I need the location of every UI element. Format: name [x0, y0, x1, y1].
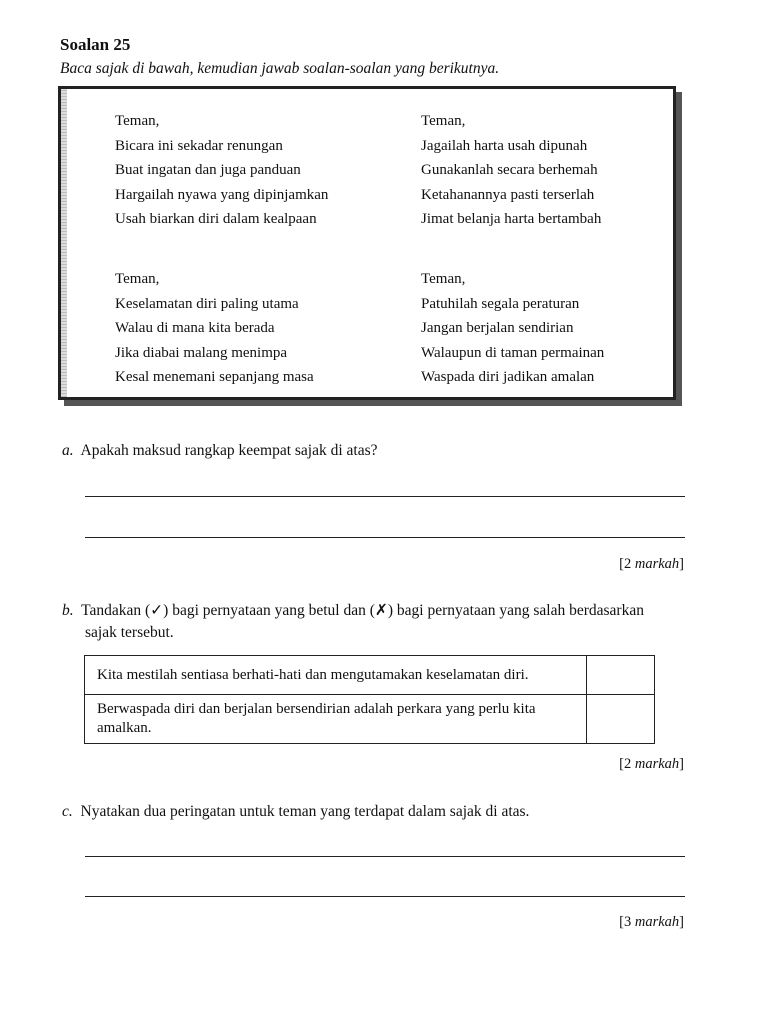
- poem-line: Ketahanannya pasti terserlah: [421, 186, 595, 203]
- poem-stanza-3: [115, 267, 314, 390]
- question-b-marks: [619, 756, 684, 773]
- marks-number: [2: [619, 756, 635, 772]
- poem-line: Usah biarkan diri dalam kealpaan: [115, 211, 317, 227]
- table-row: [85, 695, 655, 744]
- marks-close: ]: [679, 914, 684, 930]
- poem-stanza-4: [421, 267, 604, 390]
- marks-number: [2: [619, 556, 635, 572]
- poem-line: Gunakanlah secara berhemah: [421, 162, 598, 178]
- page-title: Soalan 25: [60, 35, 131, 54]
- answer-line-a-1[interactable]: [85, 496, 685, 497]
- poem-line: Teman,: [421, 271, 466, 287]
- statement-table: [84, 655, 655, 744]
- question-c-text: Nyatakan dua peringatan untuk teman yang terdapat dalam sajak di atas.: [80, 803, 530, 820]
- table-row: [85, 656, 655, 695]
- question-a-text: Apakah maksud rangkap keempat sajak di atas?: [80, 442, 378, 459]
- answer-line-a-2[interactable]: [85, 537, 685, 538]
- answer-line-c-2[interactable]: [85, 896, 685, 897]
- statement-cell: Kita mestilah sentiasa berhati-hati dan mengutamakan keselamatan diri.: [85, 656, 587, 695]
- poem-line: Hargailah nyawa yang dipinjamkan: [115, 186, 329, 203]
- question-b-text-line-2: sajak tersebut.: [85, 624, 174, 641]
- poem-line: Kesal menemani sepanjang masa: [115, 369, 314, 385]
- marks-number: [3: [619, 914, 635, 930]
- question-a: [62, 442, 378, 460]
- poem-line: Jangan berjalan sendirian: [421, 320, 574, 336]
- question-c-label: c.: [62, 803, 73, 820]
- poem-stanza-1: [115, 109, 328, 232]
- poem-line: Bicara ini sekadar renungan: [115, 137, 283, 154]
- question-a-label: a.: [62, 442, 74, 459]
- poem-line: Teman,: [115, 113, 160, 129]
- poem-line: Keselamatan diri paling utama: [115, 295, 299, 312]
- marks-close: ]: [679, 556, 684, 572]
- poem-line: Teman,: [421, 113, 466, 129]
- poem-line: Jimat belanja harta bertambah: [421, 211, 602, 227]
- question-c-marks: [619, 914, 684, 931]
- instruction-text: Baca sajak di bawah, kemudian jawab soalan-soalan yang berikutnya.: [60, 60, 500, 77]
- poem-box: [58, 86, 676, 400]
- answer-line-c-1[interactable]: [85, 856, 685, 857]
- statement-cell: Berwaspada diri dan berjalan bersendirian adalah perkara yang perlu kita amalkan.: [85, 695, 587, 744]
- question-b-label: b.: [62, 602, 74, 619]
- poem-line: Buat ingatan dan juga panduan: [115, 162, 301, 178]
- poem-line: Walaupun di taman permainan: [421, 344, 605, 361]
- poem-line: Waspada diri jadikan amalan: [421, 369, 595, 385]
- question-b-text-line-1: Tandakan (✓) bagi pernyataan yang betul dan (✗) bagi pernyataan yang salah berdasarkan: [81, 602, 644, 619]
- poem-line: Walau di mana kita berada: [115, 320, 275, 336]
- question-c: [62, 803, 529, 821]
- marks-word: markah: [634, 556, 680, 572]
- tick-box[interactable]: [586, 695, 654, 744]
- poem-stanza-2: [421, 109, 601, 232]
- tick-box[interactable]: [586, 656, 654, 695]
- poem-line: Patuhilah segala peraturan: [421, 295, 580, 312]
- marks-word: markah: [634, 914, 680, 930]
- poem-line: Jika diabai malang menimpa: [115, 344, 288, 361]
- marks-close: ]: [679, 756, 684, 772]
- poem-line: Teman,: [115, 271, 160, 287]
- question-b: [62, 600, 692, 644]
- marks-word: markah: [634, 756, 680, 772]
- poem-line: Jagailah harta usah dipunah: [421, 137, 588, 154]
- question-a-marks: [619, 556, 684, 573]
